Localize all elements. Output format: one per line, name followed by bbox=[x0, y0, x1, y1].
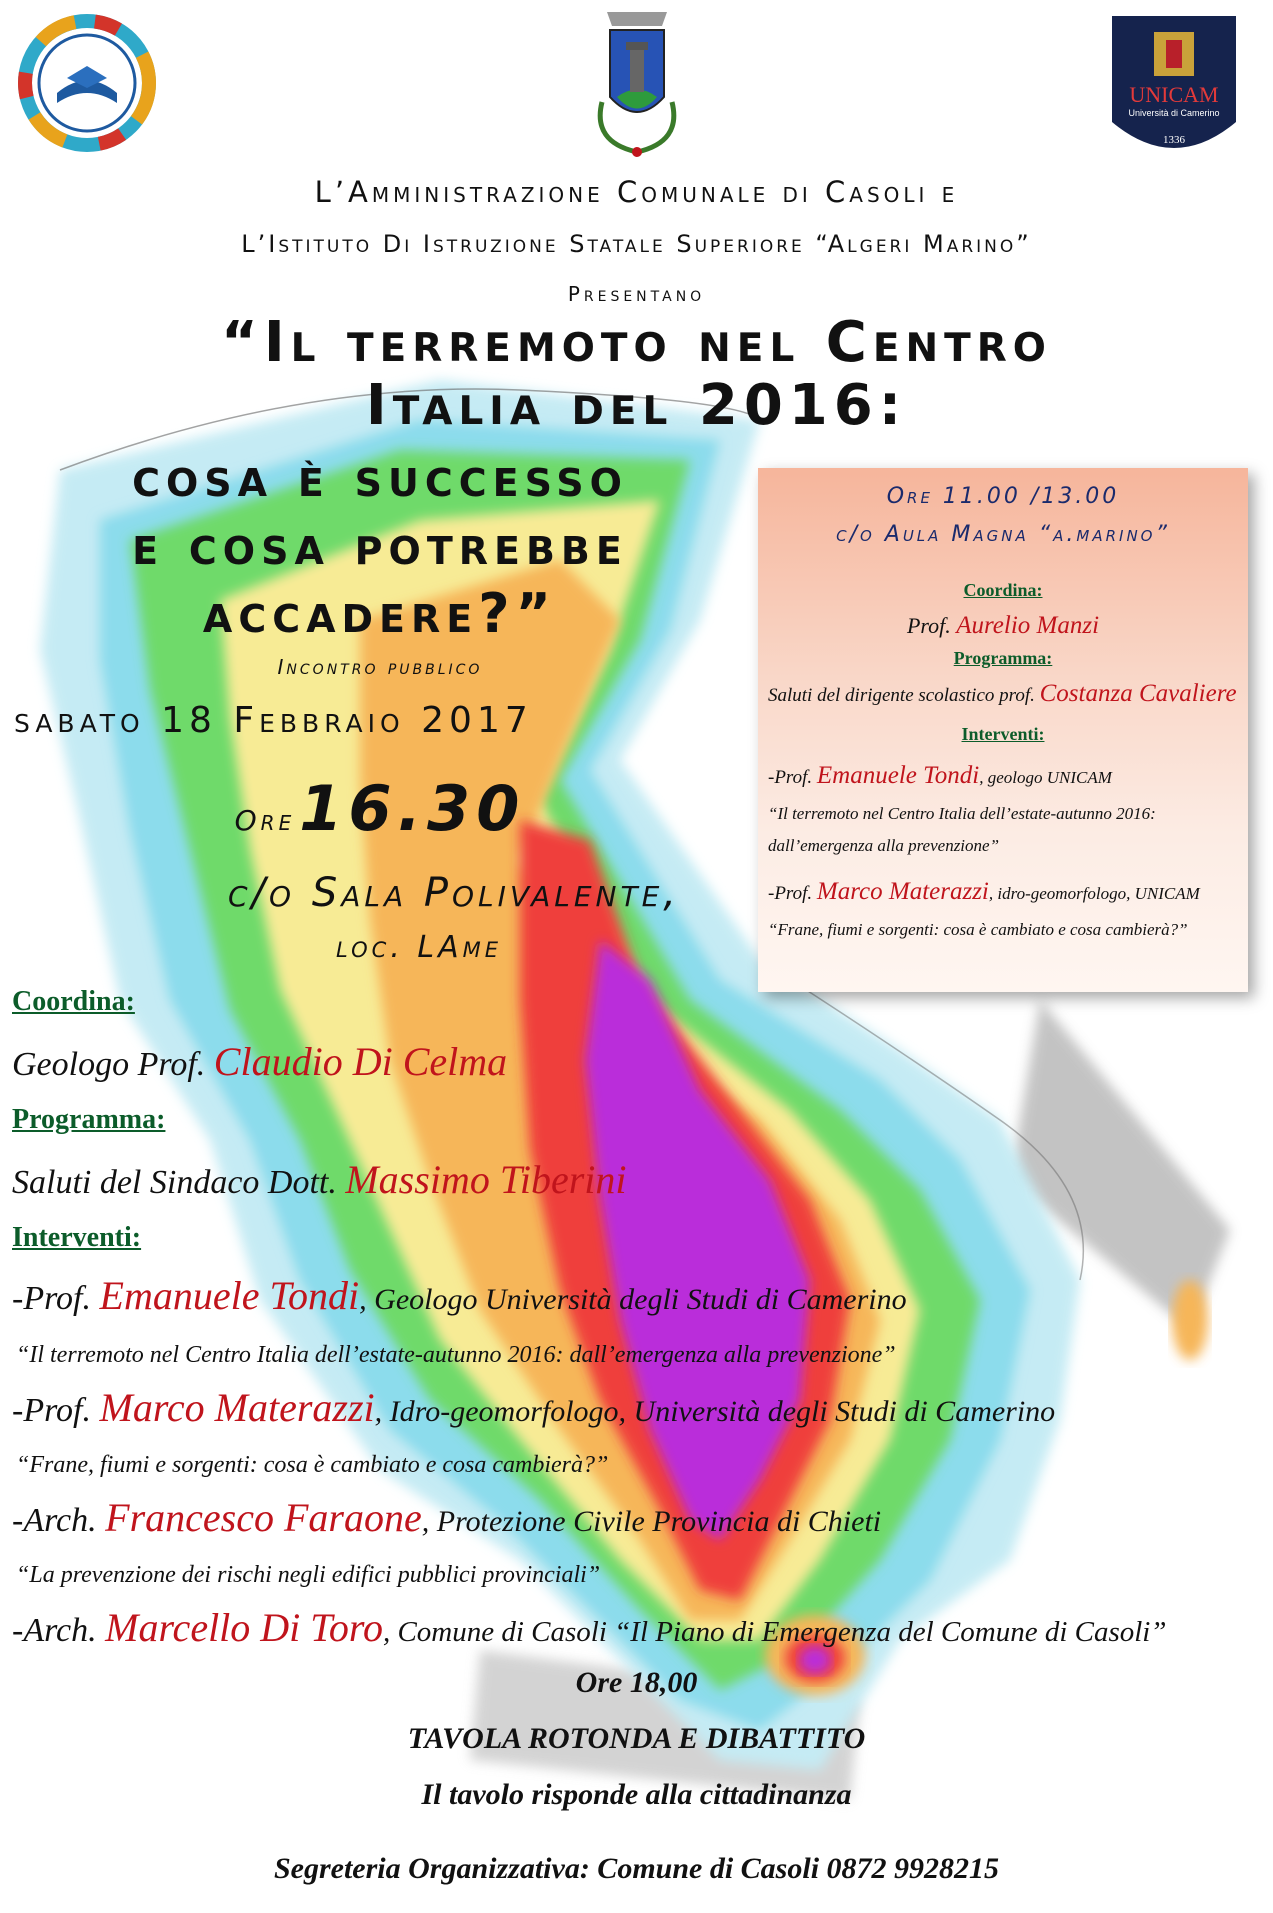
box-coordina bbox=[758, 612, 1248, 640]
box-interventi-label: Interventi: bbox=[961, 724, 1045, 744]
unicam-year: 1336 bbox=[1163, 134, 1185, 146]
speaker-1 bbox=[12, 1272, 907, 1319]
box-coordina-label: Coordina: bbox=[963, 580, 1043, 600]
casoli-coat-of-arms bbox=[562, 2, 712, 172]
speaker-1-prefix: -Prof. bbox=[12, 1280, 92, 1317]
box-saluti-prefix: Saluti del dirigente scolastico prof. bbox=[768, 685, 1035, 706]
speaker-2-role: , Idro-geomorfologo, Università degli Studi di Camerino bbox=[374, 1395, 1056, 1428]
school-logo-icon bbox=[12, 8, 162, 158]
speaker-4-prefix: -Arch. bbox=[12, 1612, 97, 1649]
box-time: Ore 11.00 /13.00 bbox=[886, 484, 1120, 509]
speaker-1-quote: “Il terremoto nel Centro Italia dell’estate-autunno 2016: dall’emergenza alla prevenzione” bbox=[16, 1342, 896, 1368]
box-int1-prefix: -Prof. bbox=[768, 767, 813, 788]
coordina-name: Claudio Di Celma bbox=[213, 1039, 508, 1084]
box-programma-label: Programma: bbox=[953, 648, 1053, 668]
header-organizer-line2: L’Istituto Di Istruzione Statale Superiore “Algeri Marino” bbox=[241, 230, 1032, 258]
coordina-line bbox=[12, 1038, 507, 1085]
unicam-subtitle: Università di Camerino bbox=[1128, 108, 1220, 118]
speaker-3 bbox=[12, 1494, 881, 1541]
event-ore-label: Ore bbox=[234, 804, 296, 837]
title-line1: “Il terremoto nel Centro bbox=[221, 310, 1052, 375]
coordina-prefix: Geologo Prof. bbox=[12, 1046, 206, 1083]
speaker-1-role: , Geologo Università degli Studi di Camerino bbox=[359, 1283, 907, 1316]
box-int2-name: Marco Materazzi bbox=[816, 878, 989, 905]
tavola-rotonda: TAVOLA ROTONDA E DIBATTITO bbox=[407, 1722, 866, 1755]
box-int1-quote-a: “Il terremoto nel Centro Italia dell’estate-autunno 2016: bbox=[768, 804, 1156, 823]
speaker-3-quote: “La prevenzione dei rischi negli edifici pubblici provinciali” bbox=[16, 1562, 601, 1588]
title-line5: accadere?” bbox=[202, 582, 558, 645]
box-int1-quote-b: dall’emergenza alla prevenzione” bbox=[768, 836, 1000, 855]
speaker-1-name: Emanuele Tondi bbox=[99, 1273, 360, 1318]
box-saluti bbox=[768, 680, 1237, 708]
speaker-3-role: , Protezione Civile Provincia di Chieti bbox=[421, 1505, 882, 1538]
box-saluti-name: Costanza Cavaliere bbox=[1039, 680, 1237, 707]
header-organizer-line1: L’Amministrazione Comunale di Casoli e bbox=[314, 175, 959, 209]
speaker-2-name: Marco Materazzi bbox=[99, 1385, 375, 1430]
tavolo-risponde: Il tavolo risponde alla cittadinanza bbox=[421, 1778, 852, 1811]
ore-18: Ore 18,00 bbox=[575, 1666, 698, 1699]
speaker-3-name: Francesco Faraone bbox=[105, 1495, 422, 1540]
box-venue: c/o Aula Magna “a.marino” bbox=[836, 522, 1170, 547]
speaker-4-name: Marcello Di Toro bbox=[105, 1605, 383, 1650]
speaker-4-role: , Comune di Casoli “Il Piano di Emergenza del Comune di Casoli” bbox=[382, 1616, 1167, 1648]
unicam-logo bbox=[1108, 12, 1240, 170]
speaker-2-prefix: -Prof. bbox=[12, 1392, 92, 1429]
title-line3: cosa è successo bbox=[132, 446, 628, 509]
event-date: sabato 18 Febbraio 2017 bbox=[14, 700, 533, 741]
unicam-name: UNICAM bbox=[1129, 82, 1219, 107]
box-intervento-2 bbox=[768, 878, 1200, 906]
event-kind: Incontro pubblico bbox=[277, 655, 483, 679]
event-time-row bbox=[0, 772, 760, 845]
saluti-prefix: Saluti del Sindaco Dott. bbox=[12, 1164, 337, 1201]
event-time: 16.30 bbox=[299, 772, 526, 845]
speaker-4 bbox=[12, 1604, 1167, 1651]
box-int1-suffix: , geologo UNICAM bbox=[979, 768, 1112, 787]
morning-session-box bbox=[758, 468, 1248, 992]
box-coordina-prefix: Prof. bbox=[906, 613, 951, 638]
saluti-line bbox=[12, 1156, 627, 1203]
school-logo bbox=[12, 8, 162, 158]
box-int2-quote: “Frane, fiumi e sorgenti: cosa è cambiato e cosa cambierà?” bbox=[768, 920, 1188, 939]
speaker-2 bbox=[12, 1384, 1055, 1431]
box-coordina-name: Aurelio Manzi bbox=[956, 612, 1100, 639]
programma-label: Programma: bbox=[12, 1104, 166, 1135]
box-intervento-1 bbox=[768, 762, 1112, 790]
box-int1-name: Emanuele Tondi bbox=[816, 762, 980, 789]
box-int2-prefix: -Prof. bbox=[768, 883, 813, 904]
coordina-label: Coordina: bbox=[12, 986, 135, 1017]
title-line2: Italia del 2016: bbox=[365, 373, 908, 438]
coat-of-arms-icon bbox=[562, 2, 712, 172]
title-line4: e cosa potrebbe bbox=[132, 514, 628, 577]
interventi-label: Interventi: bbox=[12, 1222, 142, 1253]
saluti-name: Massimo Tiberini bbox=[345, 1157, 627, 1202]
header-presentano: Presentano bbox=[567, 282, 706, 306]
event-venue: c/o Sala Polivalente, bbox=[228, 870, 680, 916]
segreteria: Segreteria Organizzativa: Comune di Casoli 0872 9928215 bbox=[273, 1852, 1000, 1885]
event-location: loc. LAme bbox=[336, 930, 502, 965]
speaker-2-quote: “Frane, fiumi e sorgenti: cosa è cambiato e cosa cambierà?” bbox=[16, 1452, 609, 1478]
box-int2-suffix: , idro-geomorfologo, UNICAM bbox=[988, 884, 1200, 903]
speaker-3-prefix: -Arch. bbox=[12, 1502, 97, 1539]
